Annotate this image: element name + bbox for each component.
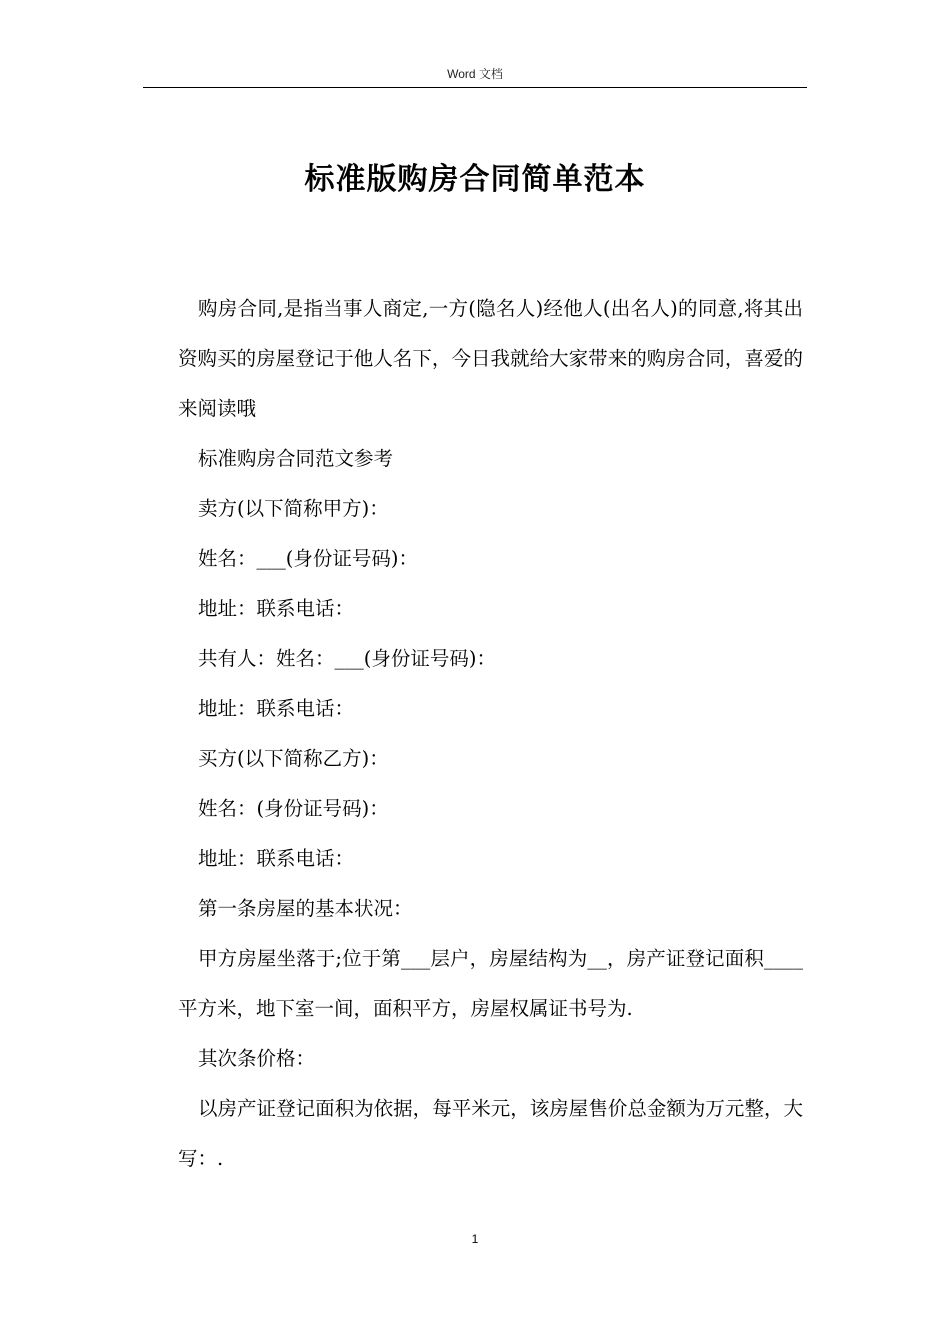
paragraph: 以房产证登记面积为依据，每平米元，该房屋售价总金额为万元整，大写：.	[178, 1097, 803, 1170]
page-number: 1	[471, 1232, 479, 1246]
paragraph: 地址：联系电话：	[198, 697, 355, 720]
paragraph: 地址：联系电话：	[198, 847, 355, 870]
header-text: Word 文档	[447, 67, 503, 81]
paragraph: 买方(以下简称乙方)：	[198, 747, 389, 770]
paragraph: 其次条价格：	[198, 1047, 316, 1070]
paragraph: 购房合同,是指当事人商定,一方(隐名人)经他人(出名人)的同意,将其出资购买的房屋登记于他人名下，今日我就给大家带来的购房合同，喜爱的来阅读哦	[178, 297, 803, 420]
paragraph: 卖方(以下简称甲方)：	[198, 497, 389, 520]
document-title: 标准版购房合同简单范本	[304, 162, 646, 197]
document-body	[178, 284, 803, 1184]
header-rule	[143, 87, 807, 88]
paragraph: 共有人：姓名：___(身份证号码)：	[198, 647, 496, 670]
paragraph: 甲方房屋坐落于;位于第___层户，房屋结构为__，房产证登记面积____平方米，地下室一间，面积平方，房屋权属证书号为.	[178, 947, 803, 1020]
paragraph: 姓名：(身份证号码)：	[198, 797, 389, 820]
paragraph: 第一条房屋的基本状况：	[198, 897, 413, 920]
paragraph: 地址：联系电话：	[198, 597, 355, 620]
paragraph: 标准购房合同范文参考	[198, 447, 394, 470]
paragraph: 姓名：___(身份证号码)：	[198, 547, 418, 570]
